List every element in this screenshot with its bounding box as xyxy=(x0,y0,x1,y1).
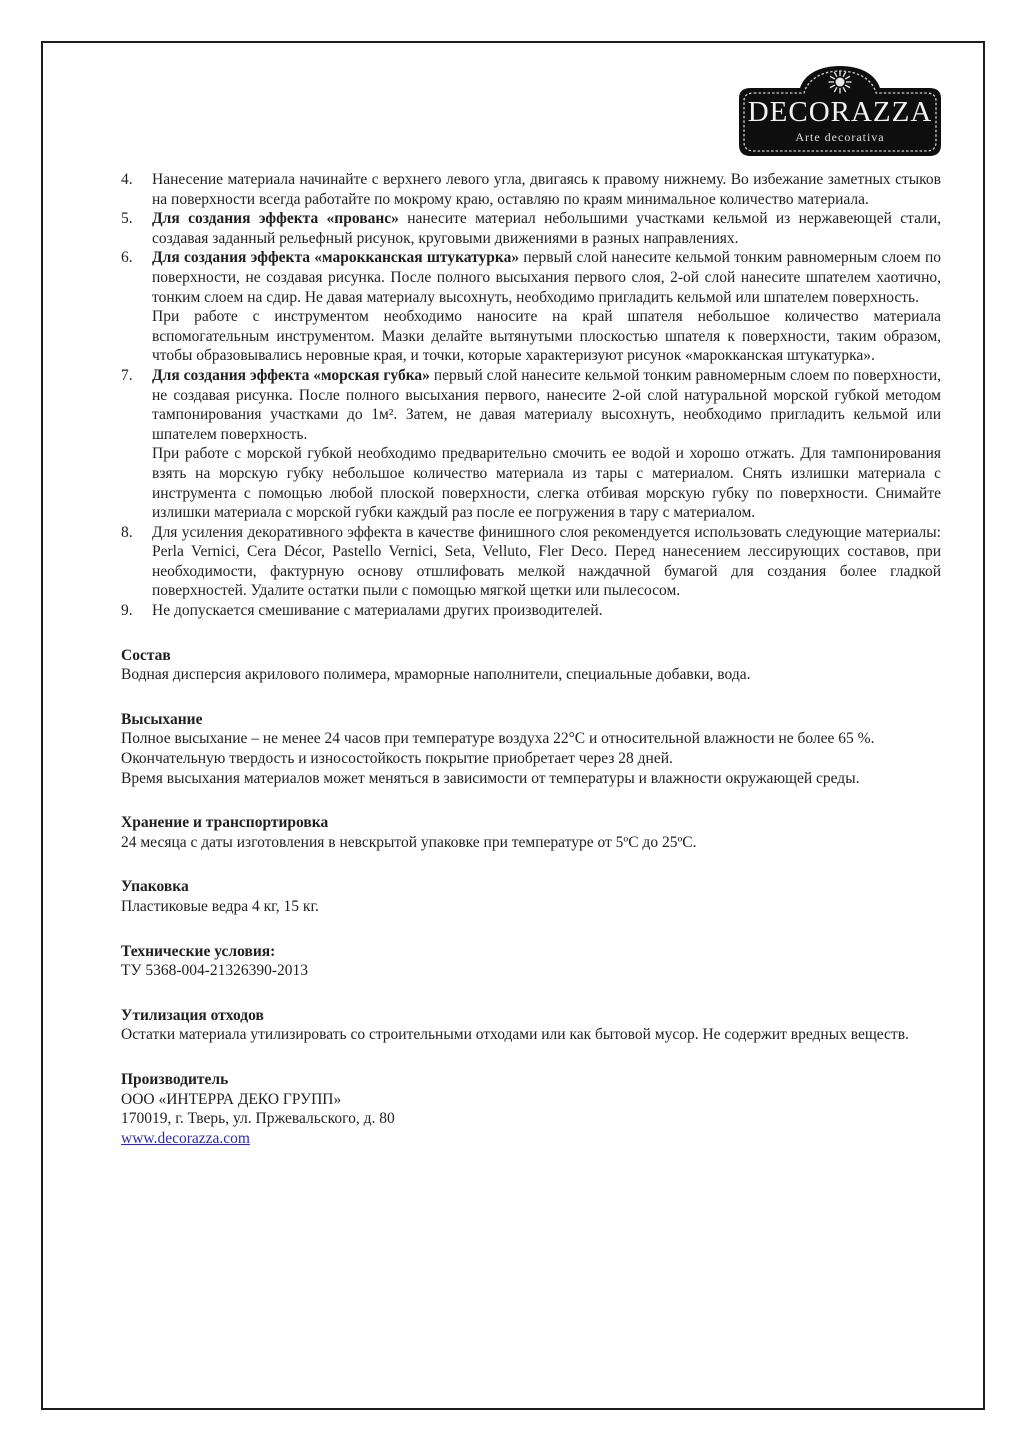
list-item-number: 8. xyxy=(121,523,133,541)
website-line xyxy=(121,1129,941,1149)
list-item-paragraph xyxy=(152,366,941,444)
body-text: При работе с морской губкой необходимо предварительно смочить ее водой и хорошо отжать. Для тампонирования взять на морскую губку небольшое количество материала из тары с материалом. Снять излишки материала с инструмента с помощью любой плоской поверхности, слегка отбивая морскую губку по поверхности. Снимайте излишки материала с морской губки каждый раз после ее погружения в тару с материалом. xyxy=(152,445,941,522)
document-content xyxy=(121,170,941,1148)
sections xyxy=(121,646,941,1149)
list-item-paragraph xyxy=(152,444,941,522)
section-paragraph: Полное высыхание – не менее 24 часов при температуре воздуха 22°С и относительной влажности не более 65 %. Окончательную твердость и износостойкость покрытие приобретает через 28 дней. xyxy=(121,730,875,768)
list-item-body xyxy=(152,366,941,523)
list-item-paragraph xyxy=(152,307,941,366)
section-paragraph: ТУ 5368-004-21326390-2013 xyxy=(121,962,309,980)
list-item-number: 6. xyxy=(121,249,133,267)
section-utilizatsiya xyxy=(121,1006,941,1045)
list-item-body xyxy=(152,209,941,248)
list-item-body xyxy=(152,248,941,366)
logo-title: DECORAZZA xyxy=(747,96,933,128)
list-item xyxy=(121,523,941,601)
list-item xyxy=(121,209,941,248)
list-item-number: 9. xyxy=(121,602,133,620)
body-text: Не допускается смешивание с материалами других производителей. xyxy=(152,602,603,620)
section-paragraph: ООО «ИНТЕРРА ДЕКО ГРУПП» xyxy=(121,1090,342,1108)
body-text: При работе с инструментом необходимо наносите на край шпателя небольшое количество материала вспомогательным инструментом. Мазки делайте вытянутыми плоскостью шпателя к поверхности, таким образом, чтобы образовывались неровные края, и точки, которые характеризуют рисунок «марокканская штукатурка». xyxy=(152,308,941,365)
section-tekhnicheskie-usloviya xyxy=(121,942,941,981)
list-item-paragraph xyxy=(152,601,941,621)
section-vysykhanie xyxy=(121,710,941,788)
body-text: Для усиления декоративного эффекта в качестве финишного слоя рекомендуется использовать следующие материалы: Perla Vernici, Cera Décor, Pastello Vernici, Seta, Velluto, Fler Deco. Перед нанесением лессирующих составов, при необходимости, фактурную основу отшлифовать мелкой наждачной бумагой для создания более гладкой поверхностей. Удалите остатки пыли с помощью мягкой щетки или пылесосом. xyxy=(152,523,941,600)
decorazza-logo xyxy=(737,65,943,158)
body-text: первый слой нанесите кельмой тонким равномерным слоем по поверхности, не создавая рисунка. После полного высыхания первого, нанесите 2-ой слой натуральной морской губкой методом тампонирования участками до 1м². Затем, не давая материалу высохнуть, необходимо пригладить кельмой или шпателем поверхность. xyxy=(152,366,942,443)
instruction-list xyxy=(121,170,941,621)
section-heading: Хранение и транспортировка xyxy=(121,814,329,832)
effect-name-bold: Для создания эффекта «марокканская штукатурка» xyxy=(152,249,524,267)
section-heading: Технические условия: xyxy=(121,942,276,960)
section-paragraph: 170019, г. Тверь, ул. Пржевальского, д. 80 xyxy=(121,1110,395,1128)
section-paragraph: Пластиковые ведра 4 кг, 15 кг. xyxy=(121,898,319,915)
list-item xyxy=(121,170,941,209)
logo-subtitle: Arte decorativa xyxy=(795,130,885,144)
section-paragraph: Время высыхания материалов может меняться в зависимости от температуры и влажности окружающей среды. xyxy=(121,769,860,787)
section-proizvoditel xyxy=(121,1070,941,1148)
list-item-paragraph xyxy=(152,523,941,601)
body-text: первый слой нанесите кельмой тонким равномерным слоем по поверхности, не создавая рисунка. После полного высыхания первого слоя, 2-ой слой нанесите шпателем хаотично, тонким слоем на сдир. Не давая материалу высохнуть, необходимо пригладить кельмой или шпателем поверхность. xyxy=(152,249,941,306)
section-paragraph: Водная дисперсия акрилового полимера, мраморные наполнители, специальные добавки, вода. xyxy=(121,666,751,684)
list-item-number: 5. xyxy=(121,210,133,228)
list-item-paragraph xyxy=(152,248,941,307)
body-text: Нанесение материала начинайте с верхнего левого угла, двигаясь к правому нижнему. Во избежание заметных стыков на поверхности всегда работайте по мокрому краю, оставляю по краям минимальное количество материала. xyxy=(152,171,941,208)
section-khranenie xyxy=(121,813,941,852)
section-upakovka xyxy=(121,877,941,916)
body-text: нанесите материал небольшими участками кельмой из нержавеющей стали, создавая заданный рельефный рисунок, круговыми движениями в разных направлениях. xyxy=(152,210,941,247)
list-item-body xyxy=(152,601,941,621)
effect-name-bold: Для создания эффекта «морская губка» xyxy=(152,366,434,384)
list-item xyxy=(121,248,941,366)
list-item-body xyxy=(152,170,941,209)
section-heading: Производитель xyxy=(121,1070,229,1088)
section-paragraph: 24 месяца с даты изготовления в невскрытой упаковке при температуре от 5ºС до 25ºС. xyxy=(121,833,697,851)
list-item-body xyxy=(152,523,941,601)
list-item-number: 7. xyxy=(121,366,133,384)
list-item-number: 4. xyxy=(121,171,133,188)
list-item xyxy=(121,601,941,621)
section-sostav xyxy=(121,646,941,685)
section-heading: Упаковка xyxy=(121,878,189,896)
section-heading: Высыхание xyxy=(121,710,203,728)
section-heading: Состав xyxy=(121,646,171,664)
list-item xyxy=(121,366,941,523)
section-paragraph: Остатки материала утилизировать со строительными отходами или как бытовой мусор. Не содержит вредных веществ. xyxy=(121,1026,909,1044)
section-heading: Утилизация отходов xyxy=(121,1006,264,1024)
list-item-paragraph xyxy=(152,170,941,209)
website-link[interactable]: www.decorazza.com xyxy=(121,1129,250,1147)
list-item-paragraph xyxy=(152,209,941,248)
effect-name-bold: Для создания эффекта «прованс» xyxy=(152,210,408,228)
